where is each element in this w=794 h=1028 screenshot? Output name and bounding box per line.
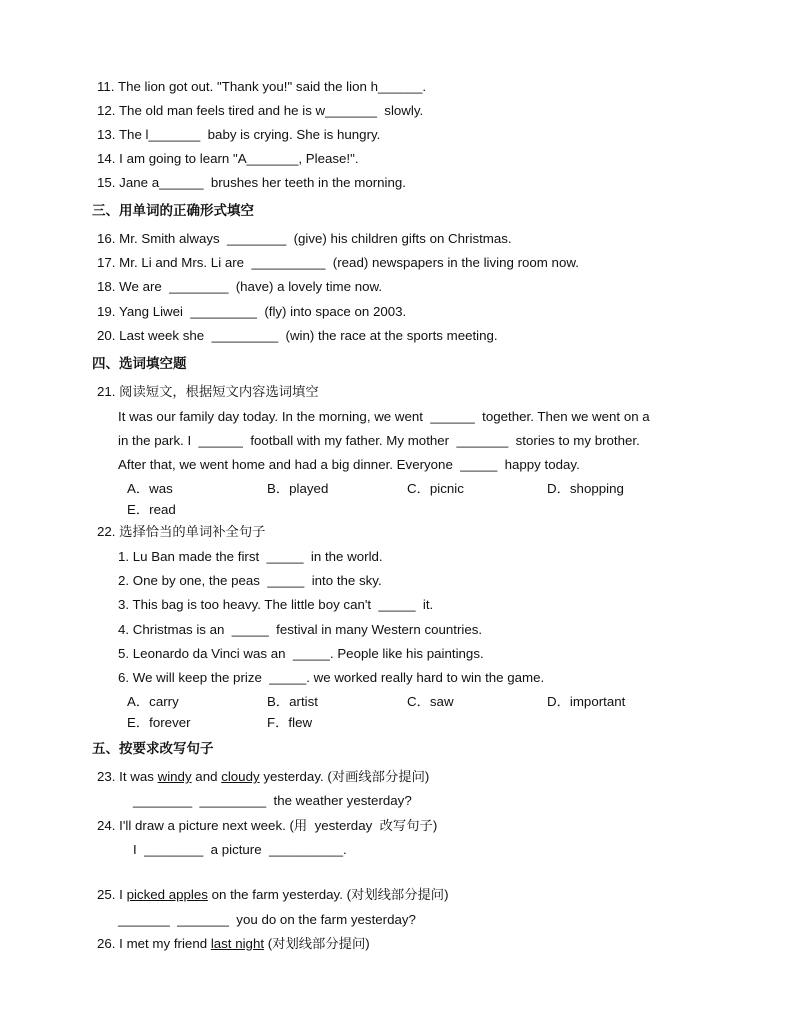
question-22-item: 2. One by one, the peas _____ into the sky. <box>118 573 382 588</box>
question-25-text: on the farm yesterday. (对划线部分提问) <box>207 887 449 902</box>
question-23 <box>97 768 429 786</box>
question-14: 14. I am going to learn "A_______, Please!". <box>97 151 359 166</box>
question-24-answer: I ________ a picture __________. <box>133 842 347 857</box>
question-25-text: 25. I <box>97 887 127 902</box>
question-25 <box>97 886 449 904</box>
question-22-item: 1. Lu Ban made the first _____ in the world. <box>118 549 383 564</box>
question-16: 16. Mr. Smith always ________ (give) his children gifts on Christmas. <box>97 231 512 246</box>
question-26 <box>97 935 370 953</box>
underlined-word: last night <box>210 936 265 951</box>
question-19: 19. Yang Liwei _________ (fly) into space on 2003. <box>97 304 407 319</box>
question-25-answer: _______ _______ you do on the farm yesterday? <box>118 912 416 927</box>
question-12: 12. The old man feels tired and he is w_______ slowly. <box>97 103 424 118</box>
option-a: A．was <box>127 481 173 496</box>
question-22-title: 22. 选择恰当的单词补全句子 <box>97 524 266 539</box>
question-22-item: 5. Leonardo da Vinci was an _____. People like his paintings. <box>118 646 484 661</box>
option-d: D．shopping <box>547 481 624 496</box>
passage-line: After that, we went home and had a big dinner. Everyone _____ happy today. <box>118 457 580 472</box>
question-11: 11. The lion got out. "Thank you!" said the lion h______. <box>97 79 427 94</box>
section-4-title: 四、选词填空题 <box>92 356 187 372</box>
question-22-item: 3. This bag is too heavy. The little boy can't _____ it. <box>118 597 434 612</box>
question-17: 17. Mr. Li and Mrs. Li are __________ (read) newspapers in the living room now. <box>97 255 579 270</box>
question-23-answer: ________ _________ the weather yesterday? <box>133 793 412 808</box>
question-22-item: 6. We will keep the prize _____. we worked really hard to win the game. <box>118 670 545 685</box>
option-b: B．artist <box>267 694 318 709</box>
question-23-text: and <box>191 769 222 784</box>
option-c: C．picnic <box>407 481 464 496</box>
underlined-word: picked apples <box>126 887 208 902</box>
question-21-title: 21. 阅读短文，根据短文内容选词填空 <box>97 384 319 399</box>
question-13: 13. The l_______ baby is crying. She is hungry. <box>97 127 381 142</box>
option-c: C．saw <box>407 694 454 709</box>
passage-line: in the park. I ______ football with my father. My mother _______ stories to my brother. <box>118 433 640 448</box>
section-3-title: 三、用单词的正确形式填空 <box>92 203 254 219</box>
question-23-text: 23. It was <box>97 769 158 784</box>
section-5-title: 五、按要求改写句子 <box>92 741 214 757</box>
question-22-item: 4. Christmas is an _____ festival in many Western countries. <box>118 622 483 637</box>
option-b: B．played <box>267 481 329 496</box>
option-a: A．carry <box>127 694 179 709</box>
question-15: 15. Jane a______ brushes her teeth in the morning. <box>97 175 406 190</box>
passage-line: It was our family day today. In the morning, we went ______ together. Then we went on a <box>118 409 650 424</box>
question-24: 24. I'll draw a picture next week. (用 yesterday 改写句子) <box>97 818 438 833</box>
question-20: 20. Last week she _________ (win) the race at the sports meeting. <box>97 328 498 343</box>
question-26-text: 26. I met my friend <box>97 936 211 951</box>
option-f: F．flew <box>267 715 313 730</box>
question-26-text: (对划线部分提问) <box>264 936 370 951</box>
option-d: D．important <box>547 694 626 709</box>
option-e: E．forever <box>127 715 191 730</box>
question-23-text: yesterday. (对画线部分提问) <box>259 769 430 784</box>
underlined-word: windy <box>157 769 192 784</box>
question-18: 18. We are ________ (have) a lovely time now. <box>97 279 383 294</box>
underlined-word: cloudy <box>221 769 260 784</box>
option-e: E．read <box>127 502 176 517</box>
